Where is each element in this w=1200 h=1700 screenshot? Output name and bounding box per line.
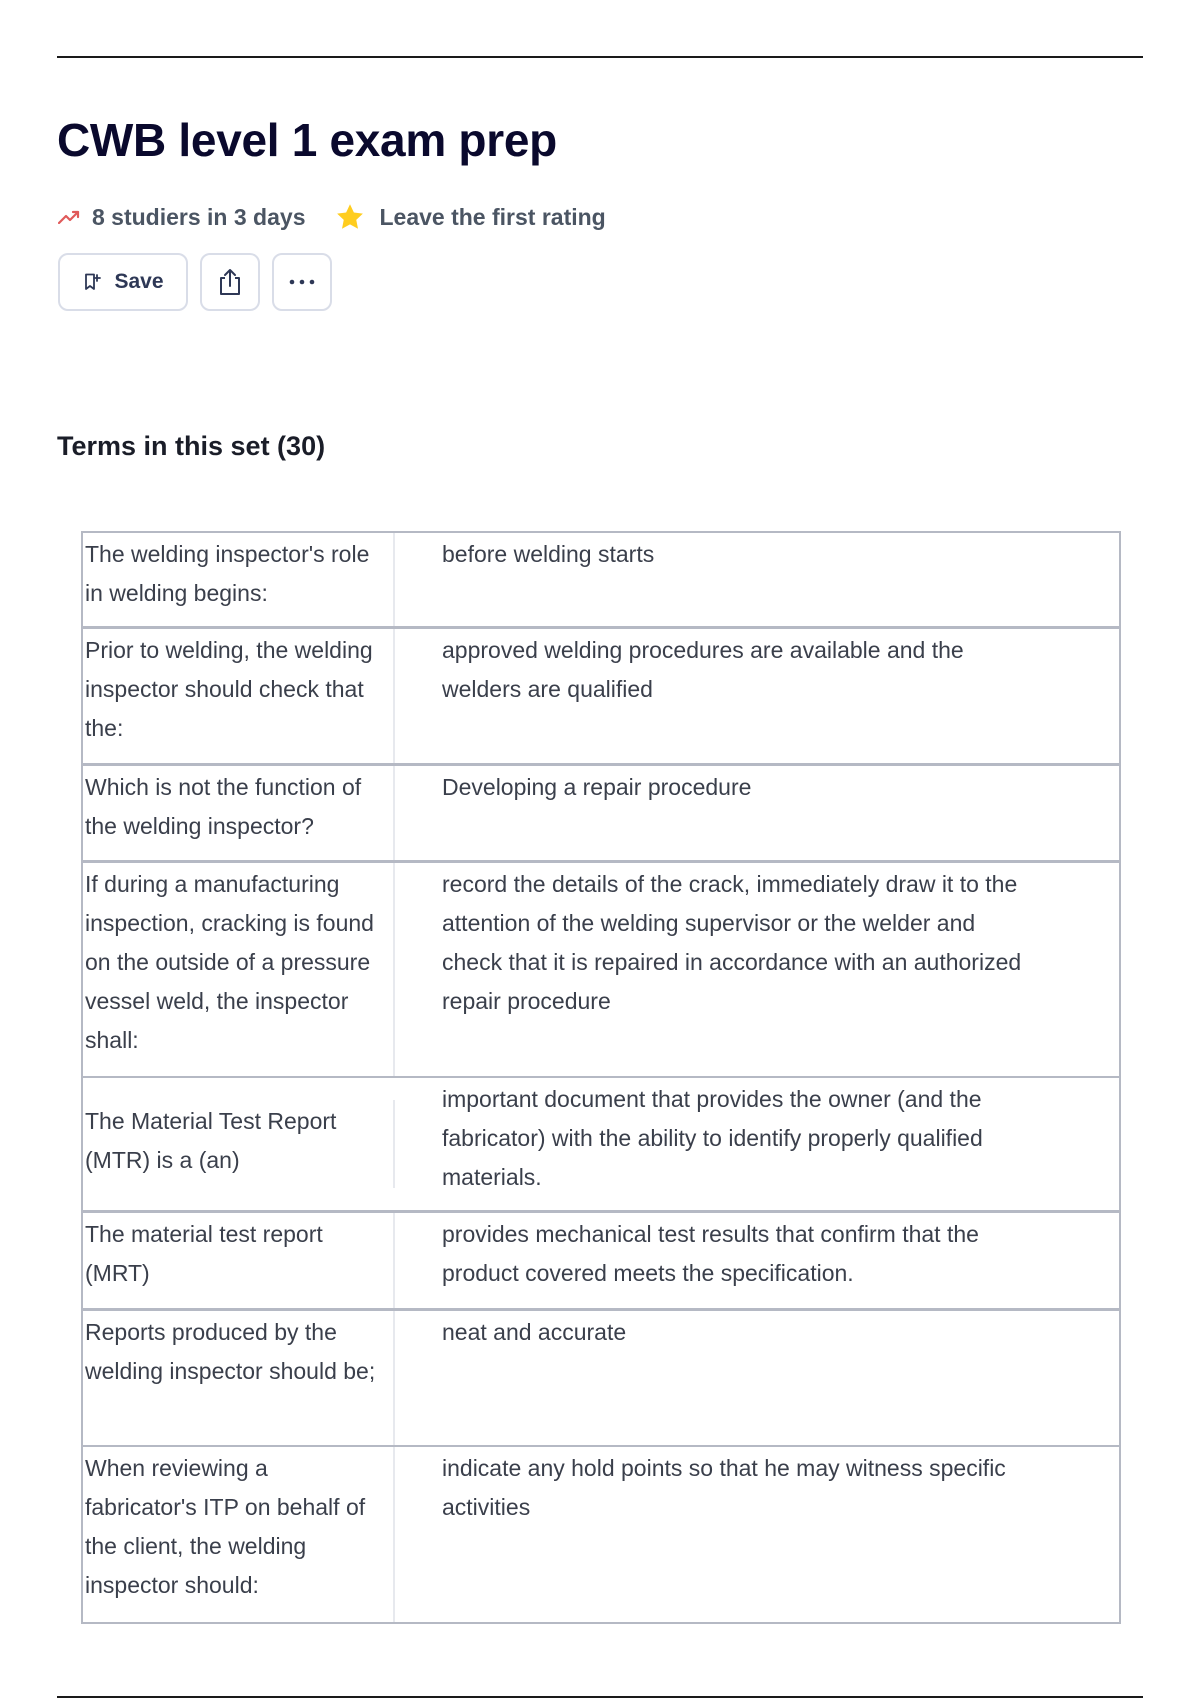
term-row[interactable] <box>83 1447 1119 1622</box>
term-text: If during a manufacturing inspection, cracking is found on the outside of a pressure vessel weld, the inspector shall: <box>83 863 395 1076</box>
definition-text: neat and accurate <box>442 1319 627 1345</box>
star-icon[interactable] <box>335 202 365 232</box>
term-row[interactable] <box>83 863 1119 1078</box>
share-icon <box>216 267 244 297</box>
term-text: Which is not the function of the welding inspector? <box>83 766 395 860</box>
term-text: The welding inspector's role in welding begins: <box>83 533 395 626</box>
term-row[interactable] <box>83 533 1119 629</box>
action-toolbar <box>58 253 332 311</box>
more-options-icon <box>288 279 316 285</box>
term-row[interactable] <box>83 629 1119 766</box>
top-divider <box>57 56 1143 58</box>
definition-text: important document that provides the owner (and the fabricator) with the ability to identify properly qualified materials. <box>442 1086 983 1190</box>
definition-text: provides mechanical test results that confirm that the product covered meets the specification. <box>442 1221 979 1286</box>
definition-text: approved welding procedures are available and the welders are qualified <box>442 637 964 702</box>
term-text: Prior to welding, the welding inspector should check that the: <box>83 629 395 763</box>
page-title: CWB level 1 exam prep <box>57 114 557 166</box>
term-text: The Material Test Report (MTR) is a (an) <box>83 1100 395 1188</box>
term-row[interactable] <box>83 1078 1119 1213</box>
rating-link[interactable]: Leave the first rating <box>379 203 606 230</box>
save-button[interactable] <box>58 253 188 311</box>
definition-text: record the details of the crack, immediately draw it to the attention of the welding supervisor or the welder and check that it is repaired in accordance with an authorized repair procedure <box>442 871 1022 1014</box>
terms-table <box>81 531 1121 1624</box>
term-text: Reports produced by the welding inspector should be; <box>83 1311 395 1445</box>
share-button[interactable] <box>200 253 260 311</box>
set-stats <box>58 202 606 232</box>
term-text: When reviewing a fabricator's ITP on behalf of the client, the welding inspector should: <box>83 1447 395 1622</box>
term-text: The material test report (MRT) <box>83 1213 395 1308</box>
bookmark-save-icon <box>82 272 102 292</box>
more-options-button[interactable] <box>272 253 332 311</box>
term-row[interactable] <box>83 1311 1119 1447</box>
term-row[interactable] <box>83 1213 1119 1311</box>
studiers-count: 8 studiers in 3 days <box>92 203 306 230</box>
trending-up-icon <box>58 210 80 224</box>
bottom-divider <box>57 1696 1143 1698</box>
save-label: Save <box>114 270 164 293</box>
definition-text: Developing a repair procedure <box>442 774 752 800</box>
definition-text: before welding starts <box>442 541 655 567</box>
term-row[interactable] <box>83 766 1119 863</box>
definition-text: indicate any hold points so that he may witness specific activities <box>442 1455 1006 1520</box>
terms-heading: Terms in this set (30) <box>57 431 326 461</box>
